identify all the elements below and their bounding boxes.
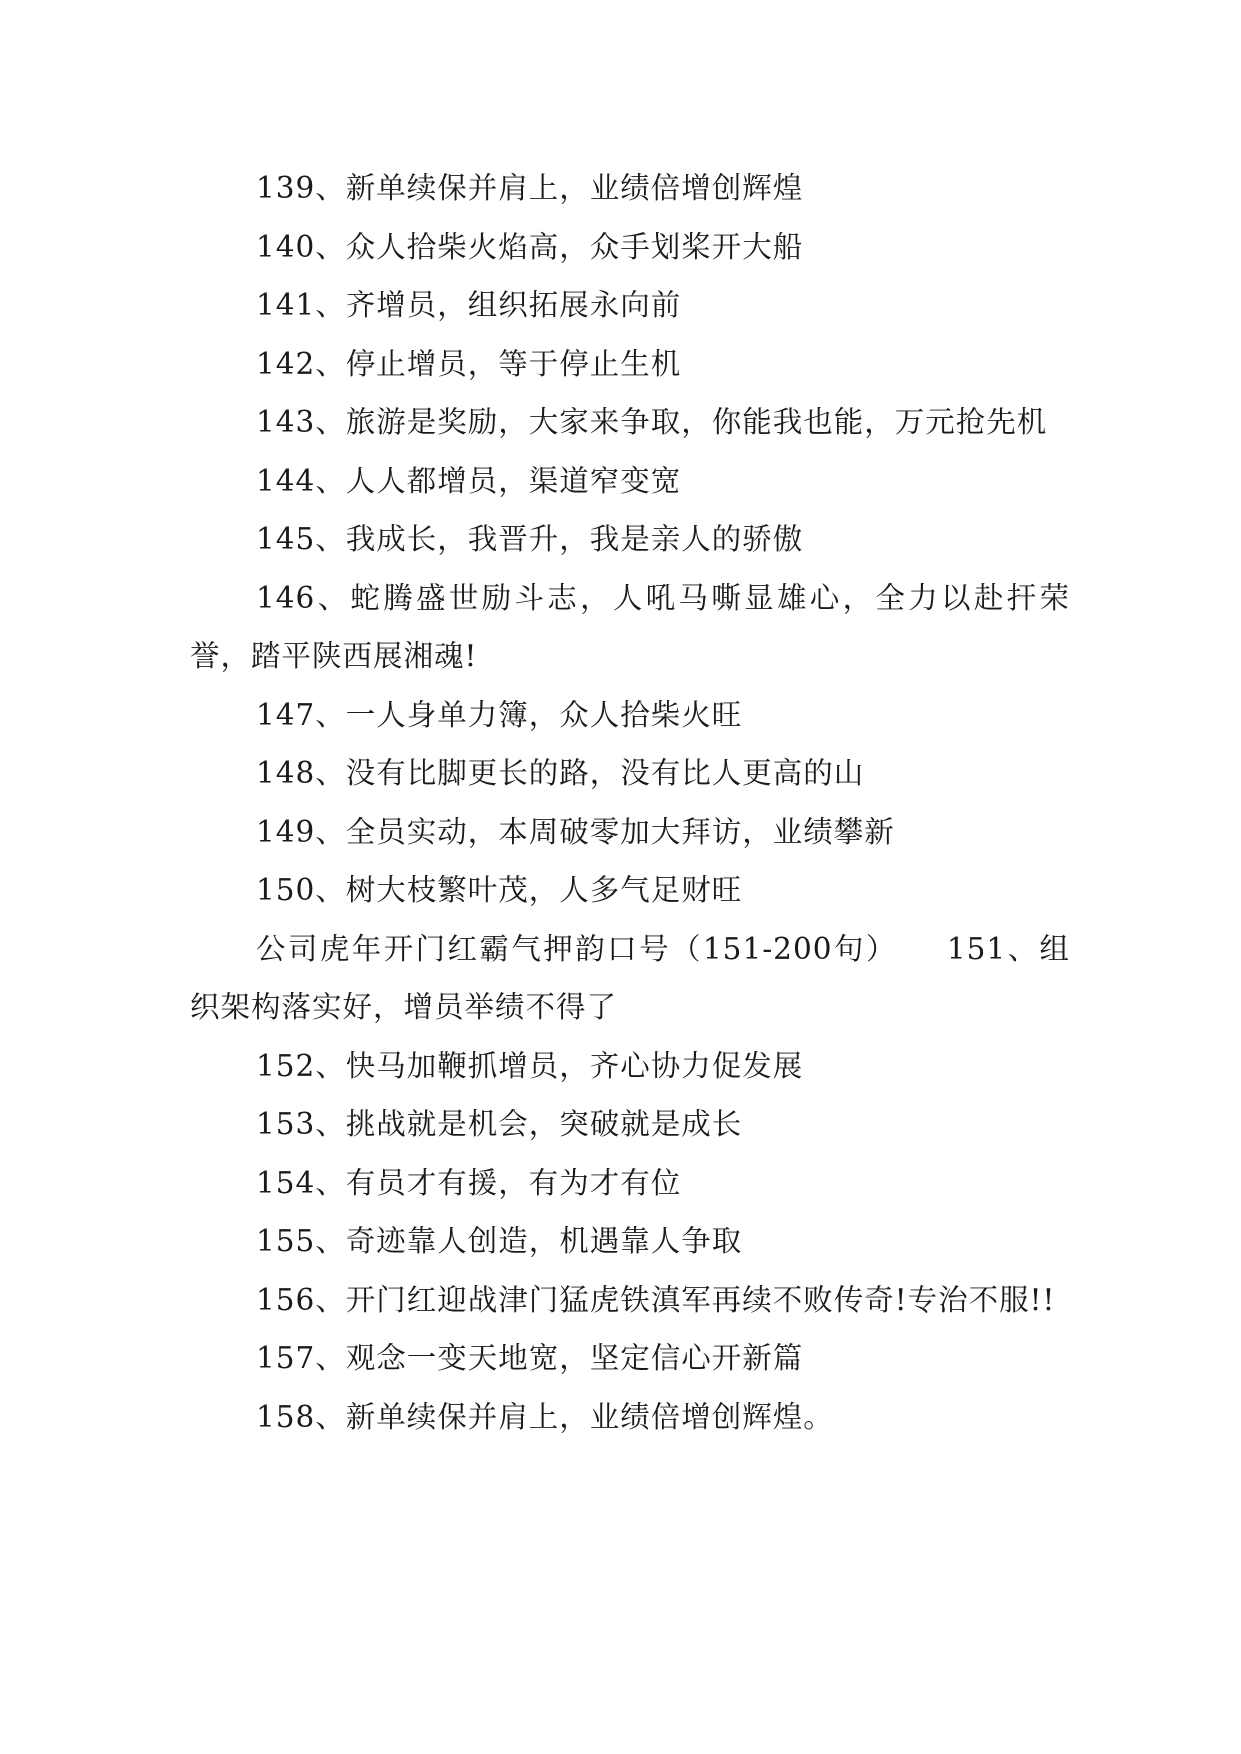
paragraph-155: 155、奇迹靠人创造，机遇靠人争取 xyxy=(256,1224,743,1258)
paragraph-154: 154、有员才有援，有为才有位 xyxy=(256,1165,682,1200)
paragraph-section-heading-151: 公司虎年开门红霸气押韵口号（151-200句） 151、组织架构落实好，增员举绩不得了 xyxy=(190,931,1070,1024)
paragraph-157: 157、观念一变天地宽，坚定信心开新篇 xyxy=(256,1341,804,1375)
paragraph-141: 141、齐增员，组织拓展永向前 xyxy=(256,288,682,322)
document-body xyxy=(190,159,1070,1446)
paragraph-142: 142、停止增员，等于停止生机 xyxy=(256,346,682,381)
paragraph-139: 139、新单续保并肩上，业绩倍增创辉煌 xyxy=(256,171,804,205)
paragraph-150: 150、树大枝繁叶茂，人多气足财旺 xyxy=(256,873,743,907)
paragraph-149: 149、全员实动，本周破零加大拜访，业绩攀新 xyxy=(256,814,895,849)
paragraph-144: 144、人人都增员，渠道窄变宽 xyxy=(256,463,682,498)
paragraph-146: 146、蛇腾盛世励斗志，人吼马嘶显雄心，全力以赴扞荣誉，踏平陕西展湘魂! xyxy=(190,580,1070,673)
paragraph-140: 140、众人拾柴火焰高，众手划桨开大船 xyxy=(256,229,804,264)
paragraph-158: 158、新单续保并肩上，业绩倍增创辉煌。 xyxy=(256,1399,834,1434)
paragraph-153: 153、挑战就是机会，突破就是成长 xyxy=(256,1107,743,1141)
paragraph-148: 148、没有比脚更长的路，没有比人更高的山 xyxy=(256,756,865,790)
paragraph-145: 145、我成长，我晋升，我是亲人的骄傲 xyxy=(256,522,804,556)
paragraph-156: 156、开门红迎战津门猛虎铁滇军再续不败传奇!专治不服!! xyxy=(256,1282,1056,1317)
paragraph-147: 147、一人身单力簿，众人拾柴火旺 xyxy=(256,697,743,732)
paragraph-143: 143、旅游是奖励，大家来争取，你能我也能，万元抢先机 xyxy=(256,405,1048,439)
paragraph-152: 152、快马加鞭抓增员，齐心协力促发展 xyxy=(256,1048,804,1083)
